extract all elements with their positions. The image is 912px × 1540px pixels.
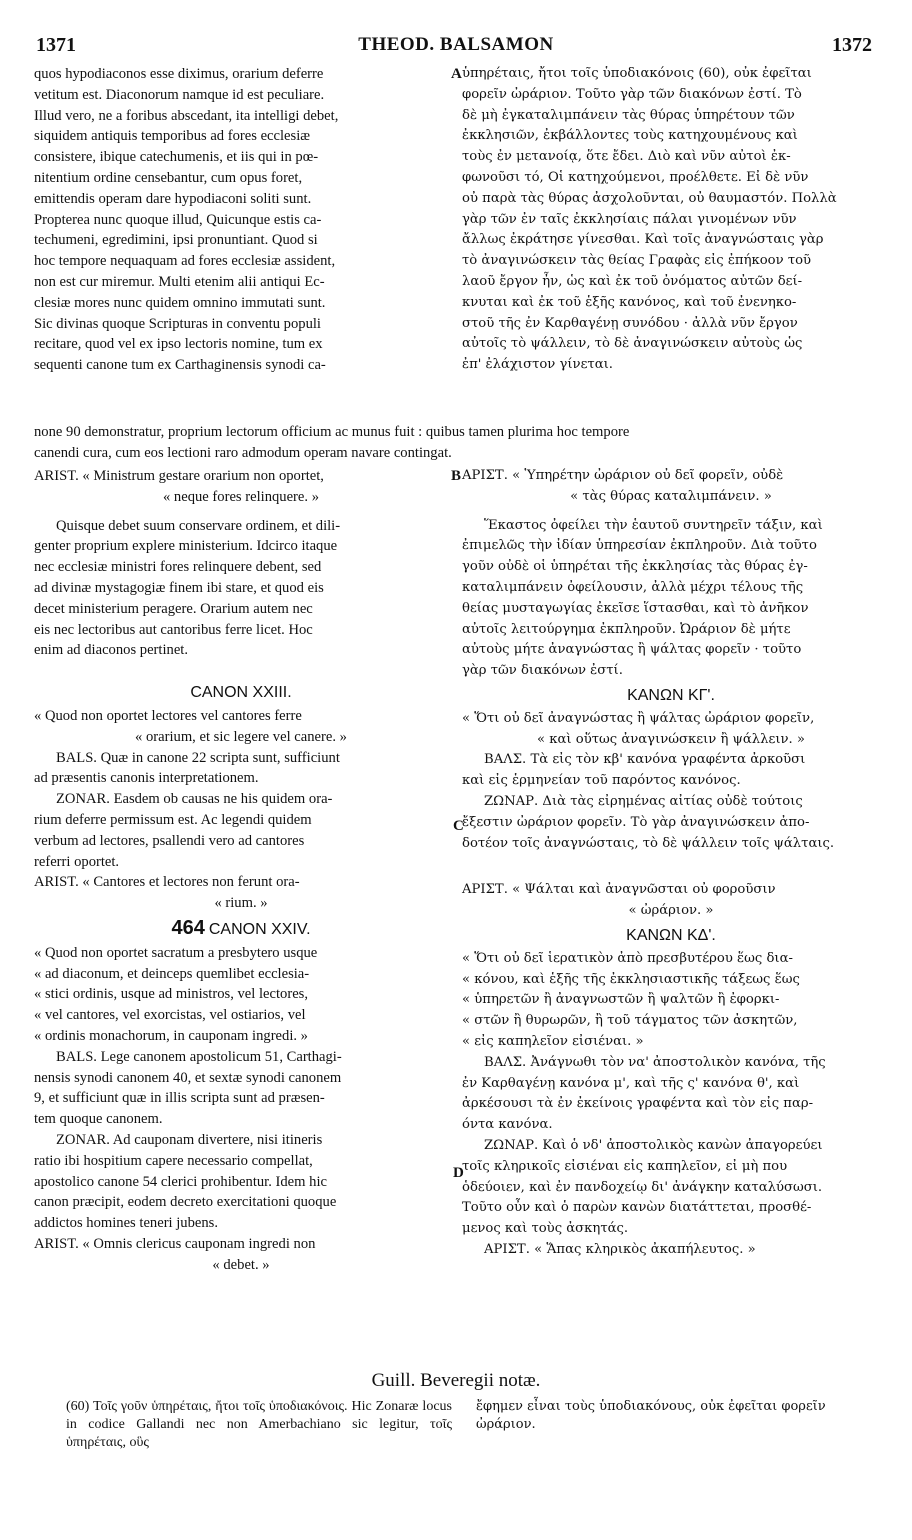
- text-line: καὶ εἰς ἑρμηνείαν τοῦ παρόντος κανόνος.: [462, 773, 741, 789]
- text-line: canon præcipit, eodem decreto exercitationi quoque: [34, 1194, 337, 1211]
- text-line: recitare, quod vel ex ipso lectoris nomine, tum ex: [34, 336, 323, 353]
- canon-heading: ΚΑΝΩΝ ΚΔ'.: [626, 926, 716, 944]
- text-line: clesiæ mores nunc quidem omnino immutati sunt.: [34, 294, 326, 311]
- text-line: BALS. Quæ in canone 22 scripta sunt, sufficiunt: [56, 749, 340, 766]
- text-line: ΑΡΙΣΤ. « Ψάλται καὶ ἀναγνῶσται οὐ φοροῦσιν: [462, 882, 776, 898]
- text-line: Τοῦτο οὖν καὶ ὁ παρὼν κανὼν διατάττεται, προσθέ-: [462, 1200, 812, 1216]
- text-line: ΖΩΝΑΡ. Καὶ ὁ νδ' ἀποστολικὸς κανὼν ἀπαγορεύει: [484, 1137, 823, 1153]
- latin-column-top: [34, 64, 448, 376]
- text-line: Ἕκαστος ὀφείλει τὴν ἑαυτοῦ συντηρεῖν τάξιν, καὶ: [484, 517, 823, 533]
- text-line: γὰρ τῶν ἐν ταῖς ἐκκλησίαις πάλαι γινομένων νῦν: [462, 211, 797, 227]
- text-line: « rium. »: [214, 895, 268, 912]
- text-line: nitentium ordine censebantur, cum opus foret,: [34, 169, 303, 186]
- text-line: ad præsentis canonis interpretationem.: [34, 770, 259, 787]
- canon-title: CANON XXIV.: [208, 920, 311, 938]
- text-line: ὑπηρέταις, ἤτοι τοῖς ὑποδιακόνοις (60), οὐκ ἐφεῖται: [462, 66, 812, 81]
- text-line: « τὰς θύρας καταλιμπάνειν. »: [570, 488, 772, 504]
- text-line: rium deferre permissum est. Ac legendi quidem: [34, 811, 312, 828]
- text-line: οὐ παρὰ τὰς θύρας ἀσχολοῦνται, οὐ θαυμαστόν. Πολλὰ: [462, 190, 837, 206]
- text-line: « ordinis monachorum, in cauponam ingredi. »: [34, 1027, 308, 1044]
- text-line: αὐτοῖς τὸ ψάλλειν, τὸ δὲ ἀναγινώσκειν αὐτοὺς ὡς: [462, 336, 803, 352]
- text-line: referri oportet.: [34, 853, 120, 870]
- text-line: ΒΑΛΣ. Ἀνάγνωθι τὸν να' ἀποστολικὸν κανόνα, τῆς: [484, 1054, 826, 1070]
- text-line: BALS. Lege canonem apostolicum 51, Carthagi-: [56, 1048, 342, 1065]
- text-line: Quisque debet suum conservare ordinem, et dili-: [56, 517, 341, 534]
- text-line: 9, et sufficiunt quæ in illis scripta sunt ad præsen-: [34, 1090, 325, 1107]
- text-line: « vel cantores, vel exorcistas, vel ostiarios, vel: [34, 1007, 306, 1024]
- text-line: καταλιμπάνειν ὀφείλουσιν, ἀλλὰ μέχρι τέλους τῆς: [462, 579, 804, 595]
- canon-heading: [34, 918, 448, 941]
- page-number-left: 1371: [36, 34, 76, 56]
- text-line: apostolico canone 54 clerici prohibentur. Idem hic: [34, 1173, 327, 1190]
- text-line: ΑΡΙΣΤ. « Ἅπας κληρικὸς ἀκαπήλευτος. »: [484, 1241, 756, 1257]
- margin-number: 464: [171, 916, 205, 939]
- text-line: φωνοῦσι τό, Οἱ κατηχούμενοι, προέλθετε. Εἰ δὲ νῦν: [462, 169, 809, 185]
- text-line: decet ministerium peragere. Orarium autem nec: [34, 600, 313, 617]
- greek-column-top: [462, 64, 880, 376]
- text-line: vetitum est. Diaconorum namque id est peculiare.: [34, 86, 325, 103]
- text-line: techumeni, egredimini, ipsi pronuntiant. Quod si: [34, 232, 318, 249]
- text-line: όντα κανόνα.: [462, 1117, 553, 1133]
- text-line: ZONAR. Easdem ob causas ne his quidem ora-: [56, 791, 333, 808]
- text-line: Sic divinas quoque Scripturas in conventu populi: [34, 315, 321, 332]
- text-line: ARIST. « Omnis clericus cauponam ingredi non: [34, 1235, 316, 1252]
- text-line: genter proprium explere ministerium. Idcirco itaque: [34, 538, 338, 555]
- text-line: « ὠράριον. »: [628, 903, 714, 919]
- text-line: ΖΩΝΑΡ. Διὰ τὰς εἰρημένας αἰτίας οὐδὲ τούτοις: [484, 793, 803, 809]
- text-line: consistere, ibique catechumenis, et iis qui in pœ-: [34, 149, 319, 166]
- text-line: eis nec lectoribus aut cantoribus ferre licet. Hoc: [34, 621, 313, 638]
- text-line: non est cur miremur. Multi etenim alii antiqui Ec-: [34, 273, 325, 290]
- canon-heading: ΚΑΝΩΝ ΚΓ'.: [627, 686, 715, 704]
- text-line: « debet. »: [212, 1256, 270, 1273]
- text-line: Illud vero, ne a foribus abscedant, ita intelligi debet,: [34, 107, 339, 124]
- text-line: τοὺς ἐν μετανοίᾳ, ὅτε ἔδει. Διὸ καὶ νῦν αὐτοὶ ἐκ-: [462, 149, 791, 165]
- latin-full-width: [34, 422, 880, 464]
- text-line: ΒΑΛΣ. Τὰ εἰς τὸν κβ' κανόνα γραφέντα ἀρκοῦσι: [484, 752, 806, 768]
- text-line: « καὶ οὕτως ἀναγινώσκειν ἢ ψάλλειν. »: [537, 731, 805, 747]
- text-line: « Ὅτι οὐ δεῖ ἀναγνώστας ἢ ψάλτας ὠράριον φορεῖν,: [462, 710, 815, 726]
- text-line: quos hypodiaconos esse diximus, orarium deferre: [34, 66, 324, 82]
- text-line: hoc tempore nequaquam ad fores ecclesiæ assident,: [34, 253, 336, 270]
- running-title: THEOD. BALSAMON: [358, 34, 554, 55]
- running-header: [0, 34, 912, 60]
- text-line: tem quoque canonem.: [34, 1111, 163, 1128]
- marker-b: B: [451, 468, 462, 484]
- text-line: ἀρκέσουσι τὰ ἐν ἐκείνοις γραφέντα καὶ τὸν εἰς παρ-: [462, 1096, 814, 1112]
- text-line: μενος καὶ τοὺς ἀσκητάς.: [462, 1221, 629, 1237]
- text-line: ἐπιμελῶς τὴν ἰδίαν ὑπηρεσίαν ἐκπληροῦν. Διὰ τοῦτο: [462, 538, 817, 554]
- text-line: αὐτοῖς λειτούργημα ἐκπληροῦν. Ὠράριον δὲ μήτε: [462, 621, 791, 637]
- text-line: τοῖς κληρικοῖς εἰσιέναι εἰς καπηλεῖον, εἰ μὴ που: [462, 1158, 788, 1174]
- text-line: φορεῖν ὠράριον. Τοῦτο γὰρ τῶν διακόνων ἐστί. Τὸ: [462, 86, 802, 102]
- text-line: ἄλλως ἐκράτησε γίνεσθαι. Καὶ τοῖς ἀναγνώσταις γὰρ: [462, 232, 824, 248]
- text-line: canendi cura, cum eos lectioni raro admodum operam navare contingat.: [34, 444, 452, 461]
- text-line: « stici ordinis, usque ad ministros, vel lectores,: [34, 986, 308, 1003]
- text-line: nensis synodi canonem 40, et sextæ synodi canonem: [34, 1069, 342, 1086]
- marker-a: A: [451, 66, 462, 82]
- text-line: ἐκκλησιῶν, ἐκβάλλοντες τοὺς κατηχουμένους καὶ: [462, 128, 798, 144]
- text-line: « neque fores relinquere. »: [162, 488, 319, 505]
- text-line: δὲ μὴ ἐγκαταλιμπάνειν τὰς θύρας ὑπηρέτουν τῶν: [462, 107, 795, 123]
- text-line: ὁδεύοιεν, καὶ ἐν πανδοχείῳ δι' ἀνάγκην καταλύσωσι.: [462, 1179, 823, 1195]
- text-line: δοτέον τοῖς ἀναγνώσταις, τὸ δὲ ψάλλειν τοῖς ψάλταις.: [462, 835, 835, 851]
- notes-title: Guill. Beveregii notæ.: [371, 1370, 541, 1391]
- text-line: emittendis operam dare hypodiaconi soliti sunt.: [34, 190, 312, 207]
- text-line: « στῶν ἢ θυρωρῶν, ἢ τοῦ τάγματος τῶν ἀσκητῶν,: [462, 1013, 798, 1029]
- text-line: « orarium, et sic legere vel canere. »: [135, 728, 347, 745]
- text-line: ratio ibi hospitium capere necessario compellat,: [34, 1152, 313, 1169]
- text-line: addictos homines teneri jubens.: [34, 1215, 219, 1232]
- page-number-right: 1372: [832, 34, 872, 56]
- text-line: τὸ ἀναγινώσκειν τὰς θείας Γραφὰς εἰς ἐπήκοον τοῦ: [462, 253, 812, 269]
- text-line: « ad diaconum, et deinceps quemlibet ecclesia-: [34, 965, 310, 982]
- text-line: nec ecclesiæ ministri fores relinquere debent, sed: [34, 559, 322, 576]
- text-line: none 90 demonstratur, proprium lectorum officium ac munus fuit : quibus tamen plurima hoc tempore: [34, 424, 630, 440]
- note-right: ἔφημεν εἶναι τοὺς ὑποδιακόνους, οὐκ ἐφεῖται φορεῖν ὠράριον.: [476, 1399, 826, 1432]
- greek-column-main: [462, 466, 880, 1261]
- text-line: « Quod non oportet lectores vel cantores ferre: [34, 707, 302, 724]
- arist-heading: ARIST. « Ministrum gestare orarium non oportet,: [34, 468, 324, 484]
- latin-column-main: [34, 466, 448, 1275]
- text-line: στοῦ τῆς ἐν Καρθαγένῃ συνόδου · ἀλλὰ νῦν ἔργον: [462, 315, 798, 331]
- text-line: ἔξεστιν ὠράριον φορεῖν. Τὸ γὰρ ἀναγινώσκειν ἀπο-: [462, 814, 810, 830]
- text-line: λαοῦ ἔργον ἦν, ὡς καὶ ἐκ τοῦ ὀνόματος αὐτῶν δεί-: [462, 273, 803, 289]
- text-line: θείας μυσταγωγίας ἐκεῖσε ἵστασθαι, καὶ τὸ ἀνῆκον: [462, 600, 809, 616]
- note-left: (60) Τοῖς γοῦν ὑπηρέταις, ἤτοι τοῖς ὑποδιακόνοις. Hic Zonaræ locus in codice Gallandi nec non Amerbachiano sic legitur, τοῖς ὑπηρέταις, οὓς: [66, 1399, 452, 1450]
- text-line: « Quod non oportet sacratum a presbytero usque: [34, 944, 318, 961]
- text-line: γὰρ τῶν διακόνων ἐστί.: [462, 663, 623, 679]
- marker-d: D: [453, 1165, 464, 1181]
- arist-heading: ΑΡΙΣΤ. « Ὑπηρέτην ὠράριον οὐ δεῖ φορεῖν, οὐδὲ: [462, 468, 784, 483]
- text-line: γοῦν οὐδὲ οἱ ὑπηρέται τῆς ἐκκλησίας τὰς θύρας ἐγ-: [462, 559, 808, 575]
- text-line: « ὑπηρετῶν ἢ ἀναγνωστῶν ἢ ψαλτῶν ἢ ἐφορκι-: [462, 992, 780, 1008]
- text-line: enim ad diaconos pertinet.: [34, 642, 188, 659]
- text-line: ἐν Καρθαγένῃ κανόνα μ', καὶ τῆς ς' κανόνα θ', καὶ: [462, 1075, 800, 1091]
- marker-c: C: [453, 818, 464, 834]
- text-line: verbum ad lectores, psallendi vero ad cantores: [34, 832, 305, 849]
- text-line: « Ὅτι οὐ δεῖ ἱερατικὸν ἀπὸ πρεσβυτέρου ἕως δια-: [462, 950, 793, 966]
- text-line: ZONAR. Ad cauponam divertere, nisi itineris: [56, 1131, 323, 1148]
- text-line: sequenti canone tum ex Carthaginensis synodi ca-: [34, 357, 326, 374]
- text-line: « κόνου, καὶ ἑξῆς τῆς ἐκκλησιαστικῆς τάξεως ἕως: [462, 971, 800, 987]
- text-line: ad divinæ mystagogiæ finem ibi stare, et quod eis: [34, 579, 324, 596]
- text-line: ARIST. « Cantores et lectores non ferunt ora-: [34, 874, 300, 891]
- text-line: « εἰς καπηλεῖον εἰσιέναι. »: [462, 1033, 644, 1049]
- text-line: siquidem antiquis temporibus ad fores ecclesiæ: [34, 128, 311, 145]
- text-line: αὐτοὺς μήτε ἀναγνώστας ἢ ψάλτας φορεῖν · τοῦτο: [462, 642, 802, 658]
- canon-heading: CANON XXIII.: [190, 684, 292, 702]
- text-line: ἐπ' ἐλάχιστον γίνεται.: [462, 357, 613, 373]
- text-line: κνυται καὶ ἐκ τοῦ ἑξῆς κανόνος, καὶ τοῦ ἐνενηκο-: [462, 294, 797, 310]
- text-line: Propterea nunc quoque illud, Quicunque estis ca-: [34, 211, 322, 228]
